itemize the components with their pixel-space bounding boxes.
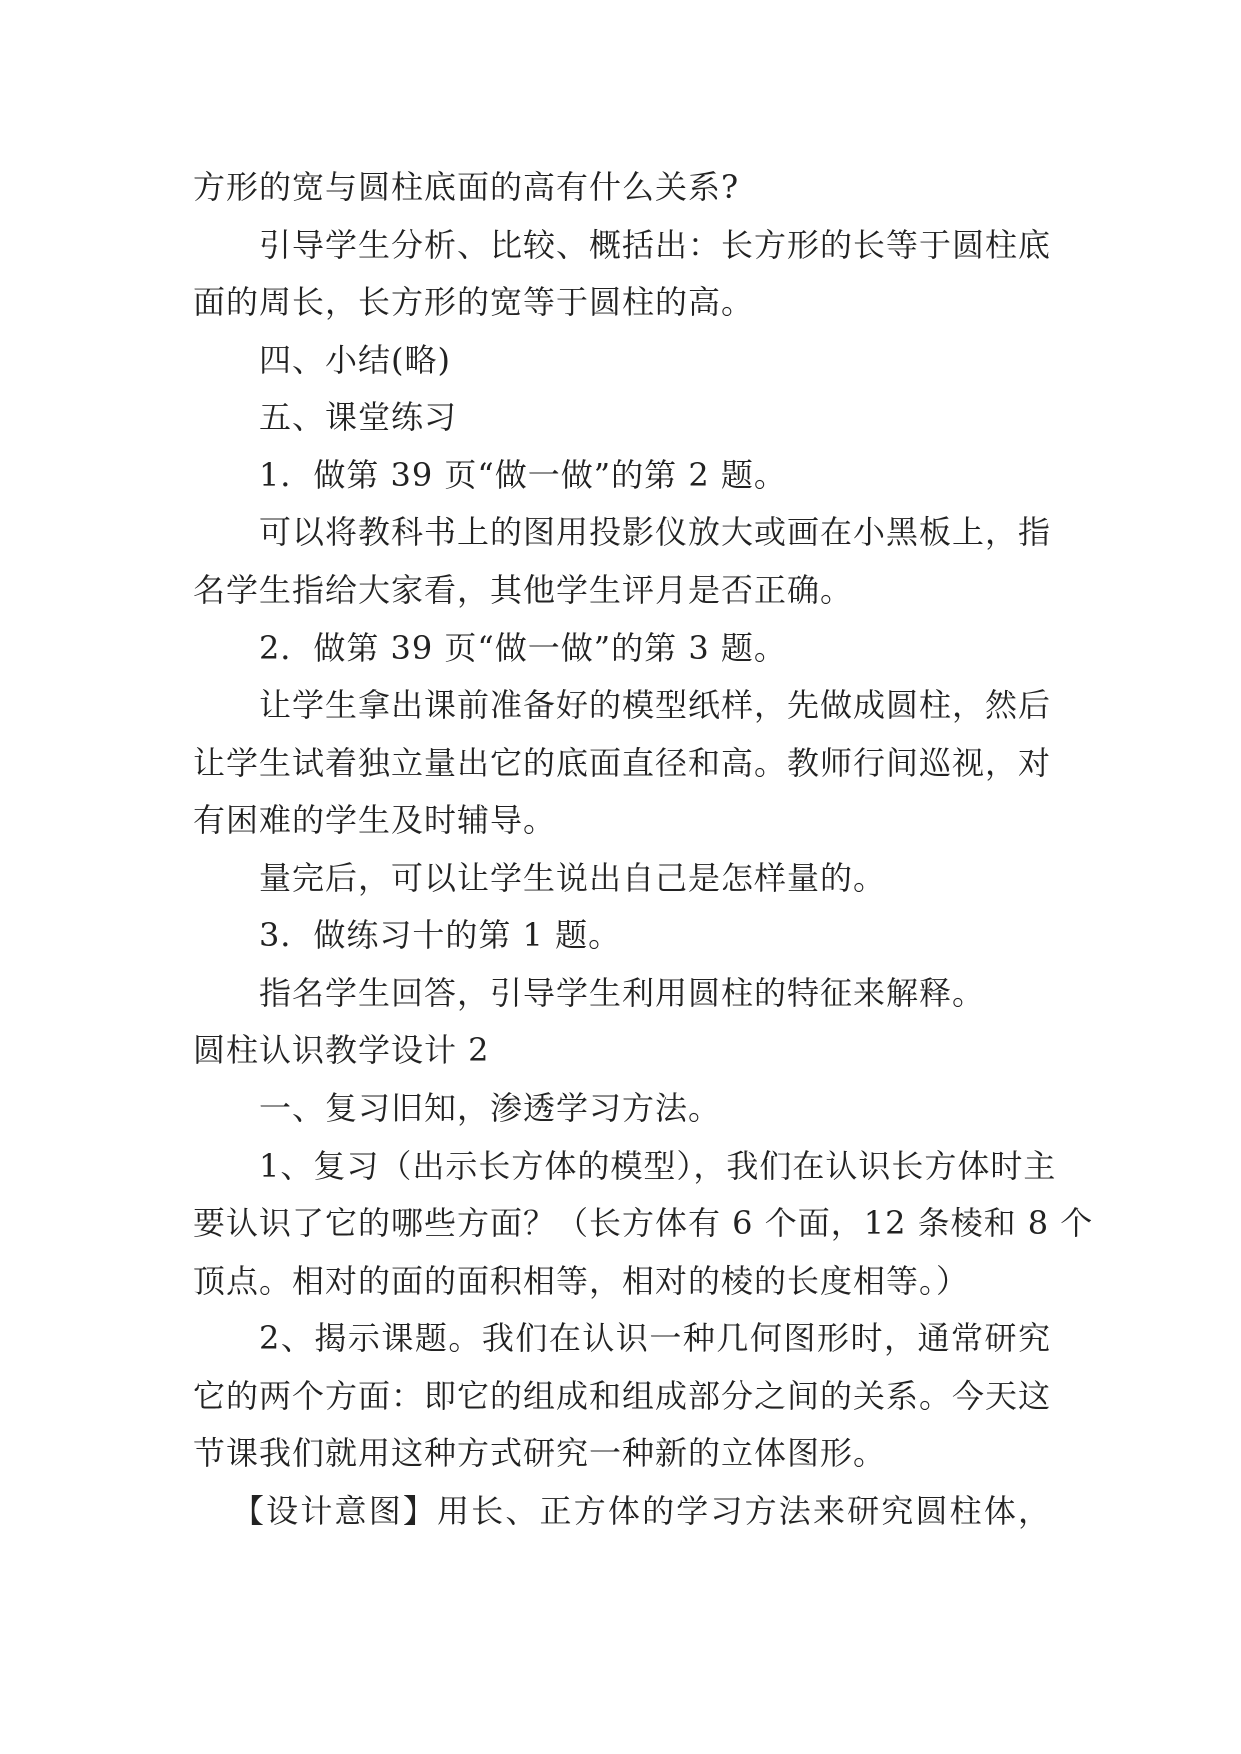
document-body	[193, 159, 1094, 1541]
paragraph-line: 引导学生分析、比较、概括出：长方形的长等于圆柱底	[259, 225, 1052, 264]
paragraph-line: 要认识了它的哪些方面？（长方体有 6 个面，12 条棱和 8 个	[193, 1204, 1094, 1243]
paragraph-line: 顶点。相对的面的面积相等，相对的棱的长度相等。）	[193, 1261, 970, 1300]
paragraph-line: 方形的宽与圆柱底面的高有什么关系?	[193, 168, 740, 206]
paragraph-line: 让学生拿出课前准备好的模型纸样，先做成圆柱，然后	[259, 686, 1052, 725]
paragraph-line: 可以将教科书上的图用投影仪放大或画在小黑板上，指	[259, 513, 1052, 552]
exercise-item: 1．做第 39 页“做一做”的第 2 题。	[259, 455, 787, 494]
paragraph-line: 有困难的学生及时辅导。	[193, 801, 557, 840]
paragraph-line: 面的周长，长方形的宽等于圆柱的高。	[193, 283, 755, 322]
paragraph-line: 让学生试着独立量出它的底面直径和高。教师行间巡视，对	[193, 743, 1052, 782]
paragraph-line: 指名学生回答，引导学生利用圆柱的特征来解释。	[259, 973, 986, 1012]
section-heading-review: 一、复习旧知，渗透学习方法。	[259, 1089, 722, 1127]
paragraph-line: 它的两个方面：即它的组成和组成部分之间的关系。今天这	[193, 1376, 1052, 1415]
exercise-item: 2．做第 39 页“做一做”的第 3 题。	[259, 628, 787, 667]
paragraph-line: 量完后，可以让学生说出自己是怎样量的。	[259, 858, 887, 897]
exercise-item: 3．做练习十的第 1 题。	[259, 916, 622, 955]
paragraph-line: 节课我们就用这种方式研究一种新的立体图形。	[193, 1434, 887, 1473]
section-heading-practice: 五、课堂练习	[259, 398, 458, 437]
document-section-title: 圆柱认识教学设计 2	[193, 1031, 490, 1070]
paragraph-line: 名学生指给大家看，其他学生评月是否正确。	[193, 570, 854, 609]
paragraph-line: 1、复习（出示长方体的模型），我们在认识长方体时主	[259, 1146, 1057, 1185]
paragraph-line: 2、揭示课题。我们在认识一种几何图形时，通常研究	[259, 1319, 1051, 1358]
design-intent-line: 【设计意图】用长、正方体的学习方法来研究圆柱体，	[232, 1491, 1051, 1530]
section-heading-summary: 四、小结(略)	[259, 340, 451, 379]
